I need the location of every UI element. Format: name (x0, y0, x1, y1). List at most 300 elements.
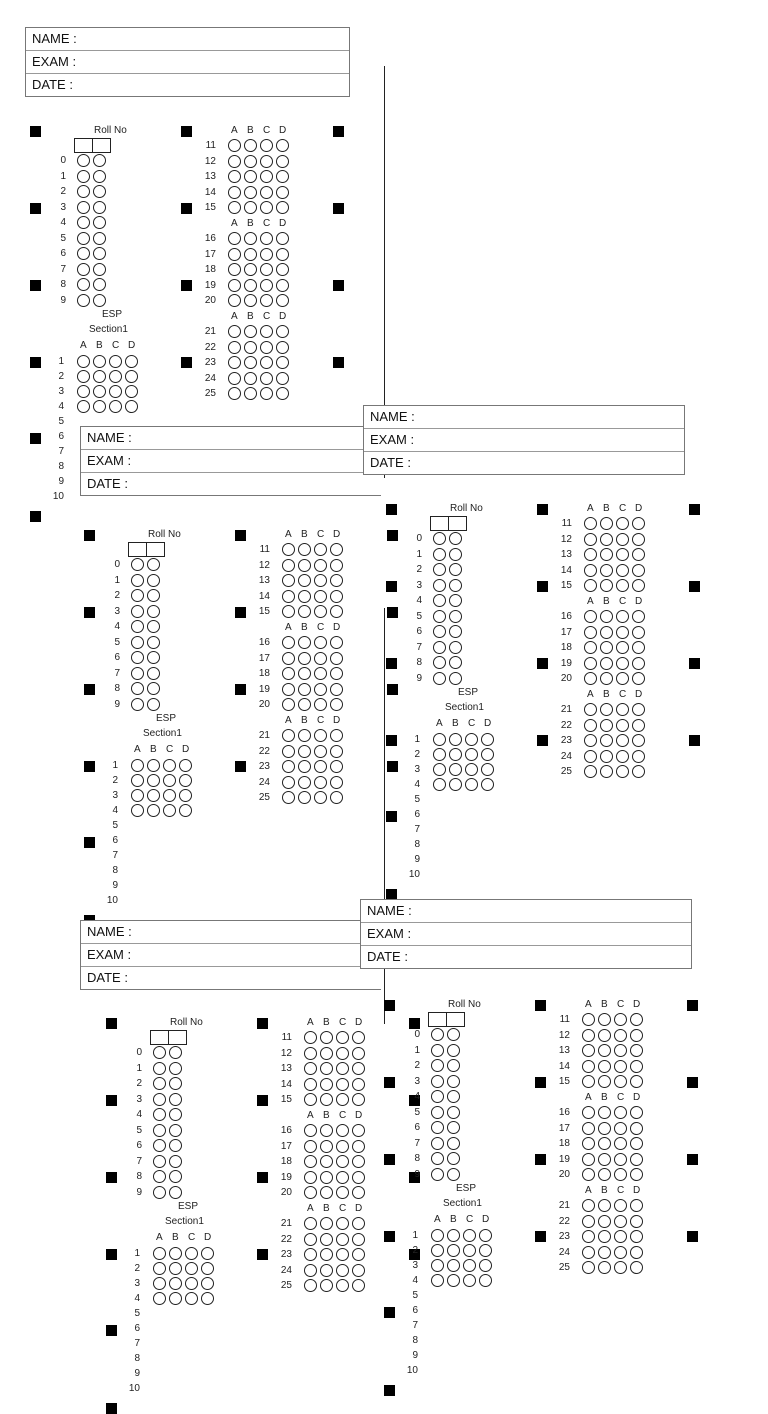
roll-digit-label: 9 (60, 294, 66, 306)
option-label: A (587, 596, 594, 607)
question-number: 4 (112, 805, 118, 816)
answer-bubble (314, 729, 327, 742)
question-number: 21 (560, 704, 572, 715)
question-number: 9 (414, 854, 420, 865)
answer-bubble (276, 201, 289, 214)
answer-bubble (93, 154, 106, 167)
sheet-header (25, 27, 350, 97)
answer-bubble (228, 139, 241, 152)
answer-bubble (584, 734, 597, 747)
answer-bubble (185, 1247, 198, 1260)
roll-digit-label: 7 (114, 667, 120, 679)
answer-bubble (614, 1230, 627, 1243)
question-number: 13 (204, 171, 216, 182)
question-number: 22 (204, 341, 216, 353)
option-label: D (128, 340, 136, 351)
answer-bubble (352, 1155, 365, 1168)
answer-bubble (582, 1044, 595, 1057)
section-label: Section1 (89, 324, 128, 335)
answer-sheet (0, 404, 384, 906)
question-number: 12 (560, 533, 572, 545)
option-label: C (617, 999, 625, 1010)
option-label: C (466, 1214, 474, 1225)
answer-bubble (431, 1044, 444, 1057)
answer-bubble (447, 1137, 460, 1150)
answer-bubble (447, 1106, 460, 1119)
answer-bubble (304, 1124, 317, 1137)
answer-bubble (449, 656, 462, 669)
answer-bubble (276, 279, 289, 292)
question-number: 12 (558, 1029, 570, 1041)
roll-digit-label: 5 (136, 1124, 142, 1136)
answer-bubble (276, 186, 289, 199)
answer-bubble (352, 1062, 365, 1075)
question-number: 20 (204, 295, 216, 306)
option-label: A (307, 1017, 314, 1028)
question-number: 19 (558, 1153, 570, 1165)
answer-bubble (616, 641, 629, 654)
roll-digit-label: 7 (416, 641, 422, 653)
option-label: A (307, 1110, 314, 1121)
registration-mark (181, 357, 192, 368)
answer-bubble (433, 672, 446, 685)
option-label: A (436, 718, 443, 729)
answer-bubble (433, 548, 446, 561)
answer-bubble (616, 672, 629, 685)
answer-bubble (600, 750, 613, 763)
answer-bubble (614, 1122, 627, 1135)
answer-bubble (600, 672, 613, 685)
question-number: 7 (58, 446, 64, 457)
date-field: DATE : (87, 476, 128, 491)
answer-bubble (582, 1137, 595, 1150)
registration-mark (535, 1000, 546, 1011)
answer-bubble (282, 574, 295, 587)
question-number: 16 (204, 233, 216, 244)
question-number: 23 (204, 357, 216, 368)
answer-bubble (244, 232, 257, 245)
answer-bubble (304, 1047, 317, 1060)
answer-bubble (298, 590, 311, 603)
answer-bubble (147, 589, 160, 602)
answer-bubble (185, 1262, 198, 1275)
question-number: 9 (58, 476, 64, 487)
option-label: C (317, 529, 325, 540)
answer-bubble (616, 626, 629, 639)
question-number: 13 (560, 549, 572, 560)
answer-bubble (320, 1233, 333, 1246)
answer-bubble (614, 1168, 627, 1181)
answer-bubble (330, 543, 343, 556)
answer-bubble (352, 1047, 365, 1060)
answer-bubble (147, 558, 160, 571)
question-number: 6 (412, 1305, 418, 1316)
answer-sheet (76, 1010, 384, 1394)
question-number: 17 (204, 248, 216, 260)
question-number: 7 (414, 824, 420, 835)
answer-bubble (600, 579, 613, 592)
answer-bubble (632, 703, 645, 716)
question-number: 20 (560, 673, 572, 684)
answer-bubble (244, 341, 257, 354)
question-number: 18 (258, 668, 270, 679)
roll-digit-label: 9 (136, 1186, 142, 1198)
answer-bubble (630, 1075, 643, 1088)
registration-mark (106, 1018, 117, 1029)
question-number: 2 (112, 775, 118, 786)
answer-bubble (449, 563, 462, 576)
answer-bubble (481, 748, 494, 761)
roll-digit-label: 1 (114, 574, 120, 586)
question-number: 17 (558, 1122, 570, 1134)
answer-bubble (584, 672, 597, 685)
registration-mark (84, 530, 95, 541)
answer-bubble (352, 1093, 365, 1106)
esp-label: ESP (102, 309, 123, 320)
answer-bubble (600, 610, 613, 623)
answer-bubble (463, 1274, 476, 1287)
question-number: 3 (412, 1260, 418, 1271)
date-field: DATE : (370, 455, 411, 470)
registration-mark (257, 1018, 268, 1029)
option-label: C (317, 715, 325, 726)
question-number: 6 (58, 431, 64, 442)
roll-no-box (74, 138, 93, 153)
roll-digit-label: 9 (416, 672, 422, 684)
answer-bubble (584, 750, 597, 763)
roll-digit-label: 6 (136, 1140, 142, 1151)
answer-bubble (77, 355, 90, 368)
answer-bubble (336, 1078, 349, 1091)
answer-bubble (600, 703, 613, 716)
answer-bubble (431, 1274, 444, 1287)
answer-bubble (630, 1060, 643, 1073)
roll-digit-label: 2 (414, 1060, 420, 1071)
answer-bubble (431, 1137, 444, 1150)
answer-bubble (282, 636, 295, 649)
question-number: 2 (412, 1245, 418, 1256)
question-number: 15 (558, 1076, 570, 1087)
question-number: 18 (558, 1138, 570, 1149)
answer-bubble (600, 517, 613, 530)
roll-no-box (428, 1012, 447, 1027)
question-number: 1 (58, 356, 64, 367)
roll-digit-label: 7 (136, 1155, 142, 1167)
roll-digit-label: 6 (416, 626, 422, 637)
answer-bubble (201, 1292, 214, 1305)
question-number: 14 (280, 1078, 292, 1090)
registration-mark (106, 1172, 117, 1183)
answer-bubble (433, 748, 446, 761)
answer-bubble (616, 517, 629, 530)
exam-field: EXAM : (81, 450, 381, 473)
option-label: D (633, 1092, 641, 1103)
answer-bubble (153, 1108, 166, 1121)
answer-bubble (336, 1186, 349, 1199)
answer-bubble (584, 517, 597, 530)
answer-bubble (276, 248, 289, 261)
question-number: 16 (560, 611, 572, 622)
option-label: C (619, 596, 627, 607)
answer-bubble (147, 789, 160, 802)
answer-bubble (582, 1106, 595, 1119)
registration-mark (30, 203, 41, 214)
answer-bubble (298, 745, 311, 758)
answer-bubble (632, 610, 645, 623)
date-field: DATE : (87, 970, 128, 985)
answer-bubble (147, 698, 160, 711)
question-number: 21 (558, 1200, 570, 1211)
answer-bubble (276, 372, 289, 385)
answer-bubble (282, 605, 295, 618)
answer-bubble (600, 765, 613, 778)
option-label: D (333, 715, 341, 726)
answer-bubble (449, 532, 462, 545)
registration-mark (535, 1077, 546, 1088)
roll-no-box (146, 542, 165, 557)
section-label: Section1 (445, 702, 484, 713)
answer-bubble (598, 1261, 611, 1274)
roll-no-label: Roll No (148, 529, 181, 540)
answer-bubble (276, 263, 289, 276)
answer-bubble (320, 1062, 333, 1075)
answer-bubble (77, 294, 90, 307)
registration-mark (181, 203, 192, 214)
answer-bubble (463, 1244, 476, 1257)
answer-bubble (614, 1029, 627, 1042)
answer-bubble (298, 574, 311, 587)
answer-bubble (320, 1031, 333, 1044)
answer-bubble (276, 155, 289, 168)
answer-bubble (304, 1248, 317, 1261)
answer-bubble (298, 760, 311, 773)
answer-bubble (433, 625, 446, 638)
answer-bubble (131, 698, 144, 711)
registration-mark (387, 684, 398, 695)
answer-bubble (584, 533, 597, 546)
answer-bubble (153, 1292, 166, 1305)
option-label: B (603, 596, 610, 607)
answer-bubble (320, 1124, 333, 1137)
roll-digit-label: 0 (414, 1029, 420, 1040)
answer-bubble (449, 610, 462, 623)
registration-mark (384, 1077, 395, 1088)
answer-bubble (598, 1199, 611, 1212)
answer-bubble (632, 533, 645, 546)
option-label: B (601, 1185, 608, 1196)
question-number: 15 (280, 1094, 292, 1105)
answer-bubble (228, 248, 241, 261)
option-label: B (323, 1110, 330, 1121)
answer-bubble (320, 1047, 333, 1060)
answer-bubble (614, 1137, 627, 1150)
answer-bubble (77, 370, 90, 383)
answer-bubble (352, 1186, 365, 1199)
answer-bubble (276, 294, 289, 307)
answer-bubble (314, 791, 327, 804)
answer-bubble (630, 1137, 643, 1150)
registration-mark (384, 1385, 395, 1396)
answer-bubble (598, 1013, 611, 1026)
roll-digit-label: 1 (136, 1062, 142, 1074)
question-number: 3 (414, 764, 420, 775)
answer-bubble (298, 683, 311, 696)
answer-bubble (616, 610, 629, 623)
answer-bubble (433, 778, 446, 791)
answer-bubble (314, 776, 327, 789)
answer-bubble (465, 763, 478, 776)
answer-bubble (447, 1229, 460, 1242)
answer-bubble (449, 672, 462, 685)
answer-bubble (147, 759, 160, 772)
option-label: B (452, 718, 459, 729)
answer-sheet (360, 992, 690, 1376)
registration-mark (535, 1231, 546, 1242)
question-number: 4 (58, 401, 64, 412)
answer-bubble (244, 294, 257, 307)
answer-bubble (228, 155, 241, 168)
question-number: 12 (204, 155, 216, 167)
question-number: 2 (134, 1263, 140, 1274)
answer-bubble (244, 201, 257, 214)
answer-bubble (153, 1262, 166, 1275)
answer-bubble (616, 703, 629, 716)
answer-bubble (431, 1121, 444, 1134)
answer-bubble (304, 1155, 317, 1168)
option-label: C (617, 1185, 625, 1196)
answer-bubble (228, 263, 241, 276)
answer-bubble (169, 1062, 182, 1075)
answer-bubble (433, 579, 446, 592)
option-label: D (355, 1203, 363, 1214)
answer-bubble (282, 559, 295, 572)
roll-digit-label: 5 (114, 636, 120, 648)
question-number: 11 (205, 140, 216, 151)
option-label: C (619, 503, 627, 514)
answer-bubble (447, 1121, 460, 1134)
option-label: A (231, 218, 238, 229)
answer-bubble (431, 1028, 444, 1041)
section-label: Section1 (165, 1216, 204, 1227)
exam-field: EXAM : (361, 923, 691, 946)
option-label: C (339, 1017, 347, 1028)
question-number: 7 (134, 1338, 140, 1349)
answer-bubble (93, 385, 106, 398)
roll-digit-label: 6 (114, 652, 120, 663)
answer-bubble (352, 1124, 365, 1137)
option-label: C (468, 718, 476, 729)
option-label: A (80, 340, 87, 351)
answer-bubble (320, 1078, 333, 1091)
answer-bubble (614, 1215, 627, 1228)
question-number: 11 (561, 518, 572, 529)
answer-bubble (433, 594, 446, 607)
answer-bubble (433, 641, 446, 654)
option-label: D (279, 218, 287, 229)
registration-mark (181, 280, 192, 291)
answer-bubble (447, 1168, 460, 1181)
answer-bubble (431, 1075, 444, 1088)
answer-bubble (330, 683, 343, 696)
question-number: 20 (280, 1187, 292, 1198)
answer-bubble (616, 548, 629, 561)
answer-bubble (447, 1090, 460, 1103)
answer-bubble (282, 729, 295, 742)
roll-digit-label: 1 (60, 170, 66, 182)
option-label: D (635, 503, 643, 514)
roll-digit-label: 7 (60, 263, 66, 275)
answer-bubble (298, 652, 311, 665)
option-label: D (355, 1017, 363, 1028)
answer-bubble (131, 574, 144, 587)
answer-bubble (352, 1279, 365, 1292)
answer-bubble (582, 1060, 595, 1073)
answer-bubble (598, 1029, 611, 1042)
option-label: A (587, 689, 594, 700)
answer-bubble (584, 657, 597, 670)
question-number: 21 (280, 1218, 292, 1229)
question-number: 15 (204, 202, 216, 213)
question-number: 5 (134, 1308, 140, 1319)
answer-bubble (153, 1046, 166, 1059)
answer-bubble (77, 185, 90, 198)
answer-bubble (614, 1044, 627, 1057)
answer-bubble (616, 719, 629, 732)
answer-bubble (298, 543, 311, 556)
registration-mark (537, 504, 548, 515)
roll-digit-label: 4 (114, 621, 120, 632)
answer-bubble (584, 719, 597, 732)
answer-bubble (632, 517, 645, 530)
answer-bubble (320, 1279, 333, 1292)
question-number: 18 (280, 1156, 292, 1167)
answer-bubble (314, 698, 327, 711)
roll-digit-label: 5 (414, 1106, 420, 1118)
question-number: 14 (560, 564, 572, 576)
answer-bubble (584, 564, 597, 577)
registration-mark (689, 658, 700, 669)
answer-bubble (282, 667, 295, 680)
answer-bubble (298, 791, 311, 804)
question-number: 13 (280, 1063, 292, 1074)
option-label: D (482, 1214, 490, 1225)
option-label: C (339, 1110, 347, 1121)
answer-bubble (330, 652, 343, 665)
answer-bubble (336, 1233, 349, 1246)
answer-bubble (169, 1077, 182, 1090)
answer-bubble (282, 543, 295, 556)
answer-bubble (169, 1292, 182, 1305)
registration-mark (386, 581, 397, 592)
answer-bubble (314, 683, 327, 696)
answer-bubble (632, 579, 645, 592)
section-label: Section1 (443, 1198, 482, 1209)
sheet-header (363, 405, 685, 475)
question-number: 9 (112, 880, 118, 891)
roll-digit-label: 6 (60, 248, 66, 259)
answer-bubble (276, 387, 289, 400)
roll-no-box (446, 1012, 465, 1027)
question-number: 4 (412, 1275, 418, 1286)
question-number: 10 (52, 491, 64, 502)
answer-bubble (614, 1075, 627, 1088)
answer-bubble (179, 759, 192, 772)
answer-bubble (304, 1093, 317, 1106)
answer-bubble (616, 734, 629, 747)
question-number: 7 (112, 850, 118, 861)
answer-bubble (260, 356, 273, 369)
answer-bubble (125, 355, 138, 368)
